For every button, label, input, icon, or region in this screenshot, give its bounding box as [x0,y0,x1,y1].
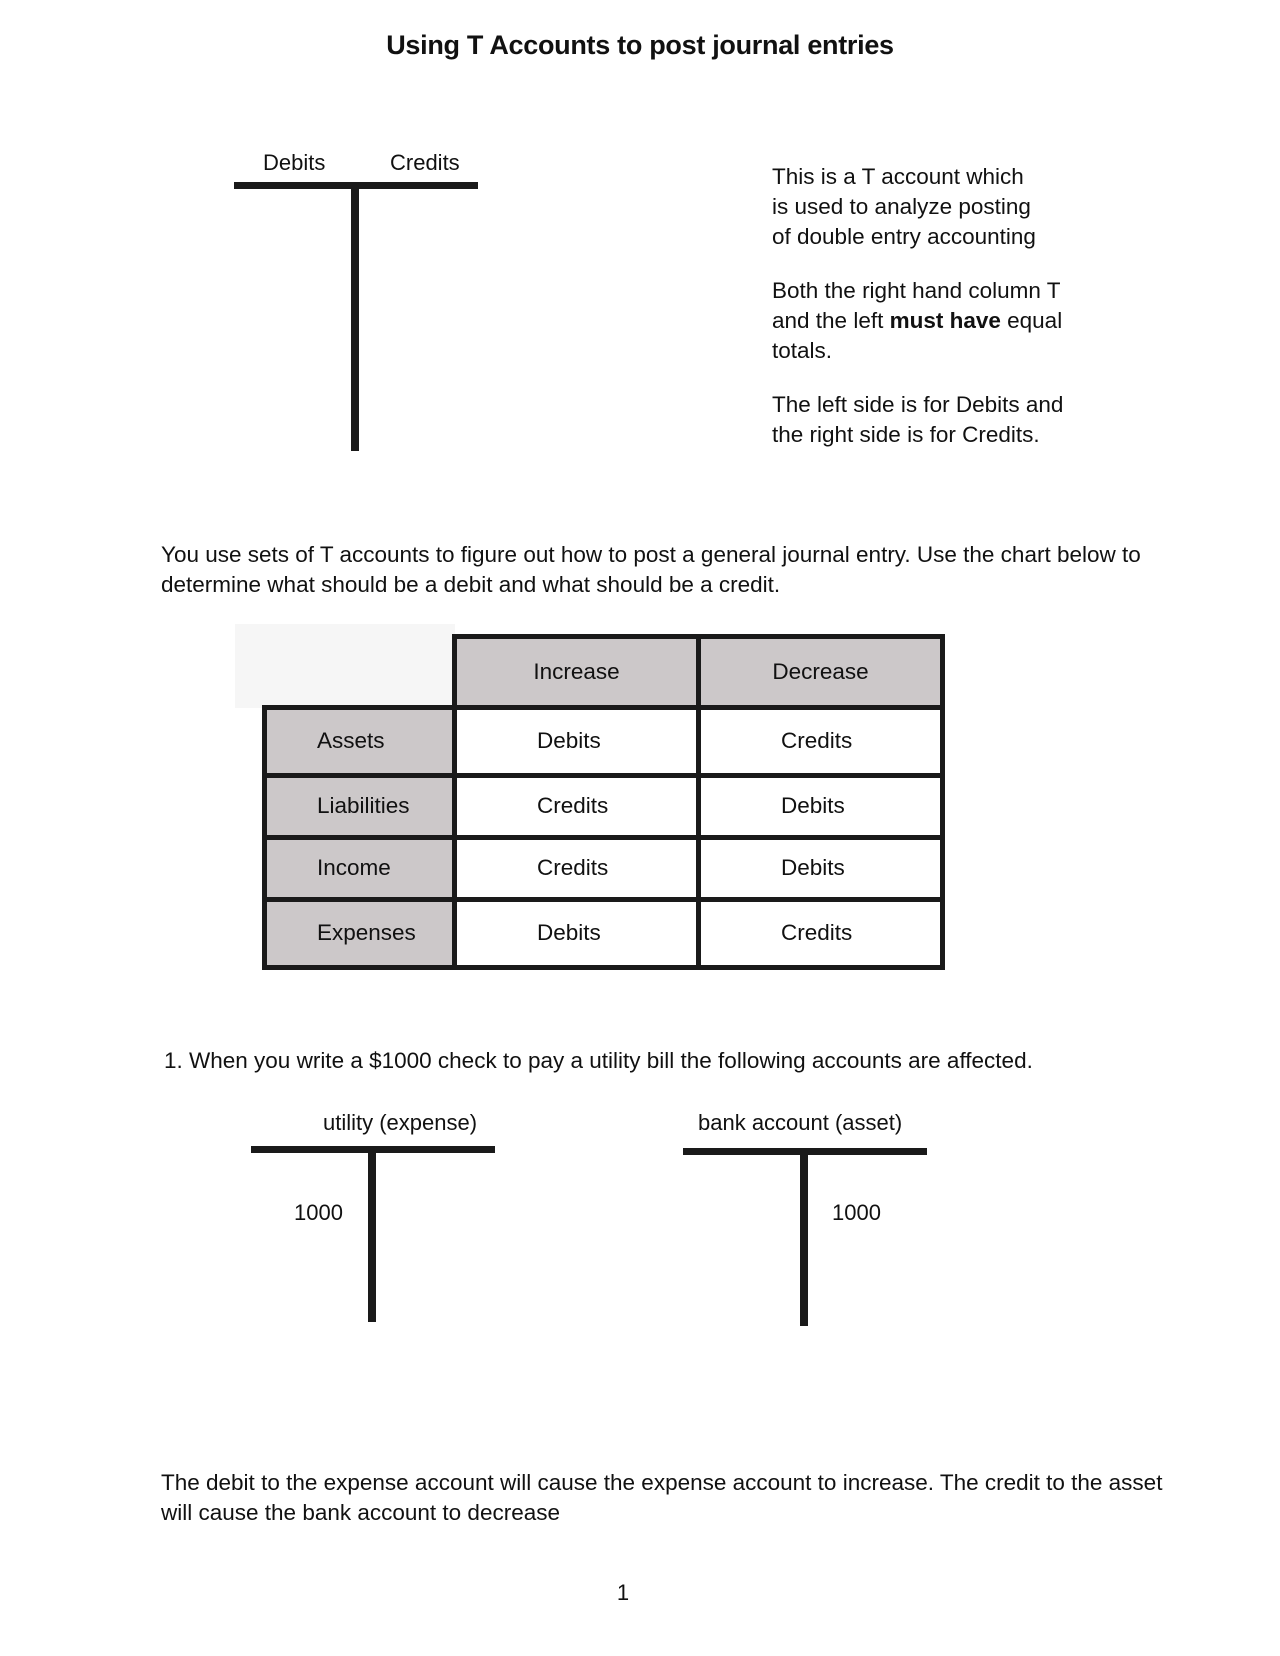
page-title: Using T Accounts to post journal entries [386,30,894,60]
chart-cell-decrease: Debits [699,837,943,899]
page-number: 1 [616,1580,630,1605]
chart-row-label: Liabilities [265,775,455,837]
chart-cell-increase: Debits [455,707,699,775]
chart-row-label: Assets [265,707,455,775]
bank-account-name: bank account (asset) [698,1110,903,1135]
chart-row [265,899,943,967]
t-account-debits-label: Debits [263,150,326,175]
chart-header-row [265,637,943,708]
bank-credit-amount: 1000 [832,1200,881,1225]
example-question: 1. When you write a $1000 check to pay a utility bill the following accounts are affected. [164,1048,1033,1073]
chart-row-label: Expenses [265,899,455,967]
description-paragraph-2: Both the right hand column T and the left must have equal totals. [772,278,1063,363]
chart-cell-decrease: Credits [699,899,943,967]
utility-account-name: utility (expense) [323,1110,478,1135]
utility-t-stem [368,1146,376,1322]
chart-row-label: Income [265,837,455,899]
conclusion-paragraph: The debit to the expense account will cause the expense account to increase. The credit to the asset will cause the bank account to decrease [161,1470,1163,1525]
description-paragraph-3: The left side is for Debits and the right side is for Credits. [772,392,1064,447]
t-account-stem [351,182,359,451]
debit-credit-chart [262,634,945,970]
emphasis-must-have: must have [889,308,1001,333]
chart-cell-decrease: Debits [699,775,943,837]
chart-header-decrease: Decrease [699,637,943,708]
utility-debit-amount: 1000 [294,1200,343,1225]
chart-row [265,837,943,899]
chart-cell-increase: Credits [455,775,699,837]
t-account-credits-label: Credits [390,150,460,175]
intro-paragraph: You use sets of T accounts to figure out how to post a general journal entry. Use the chart below to determine what should be a debit and what should be a credit. [161,542,1141,597]
chart-cell-decrease: Credits [699,707,943,775]
chart-row [265,775,943,837]
description-paragraph-1: This is a T account which is used to analyze posting of double entry accounting [772,164,1036,249]
bank-t-stem [800,1148,808,1326]
t-account-description [772,162,1102,478]
chart-header-increase: Increase [455,637,699,708]
chart-cell-increase: Credits [455,837,699,899]
chart-row [265,707,943,775]
chart-cell-increase: Debits [455,899,699,967]
